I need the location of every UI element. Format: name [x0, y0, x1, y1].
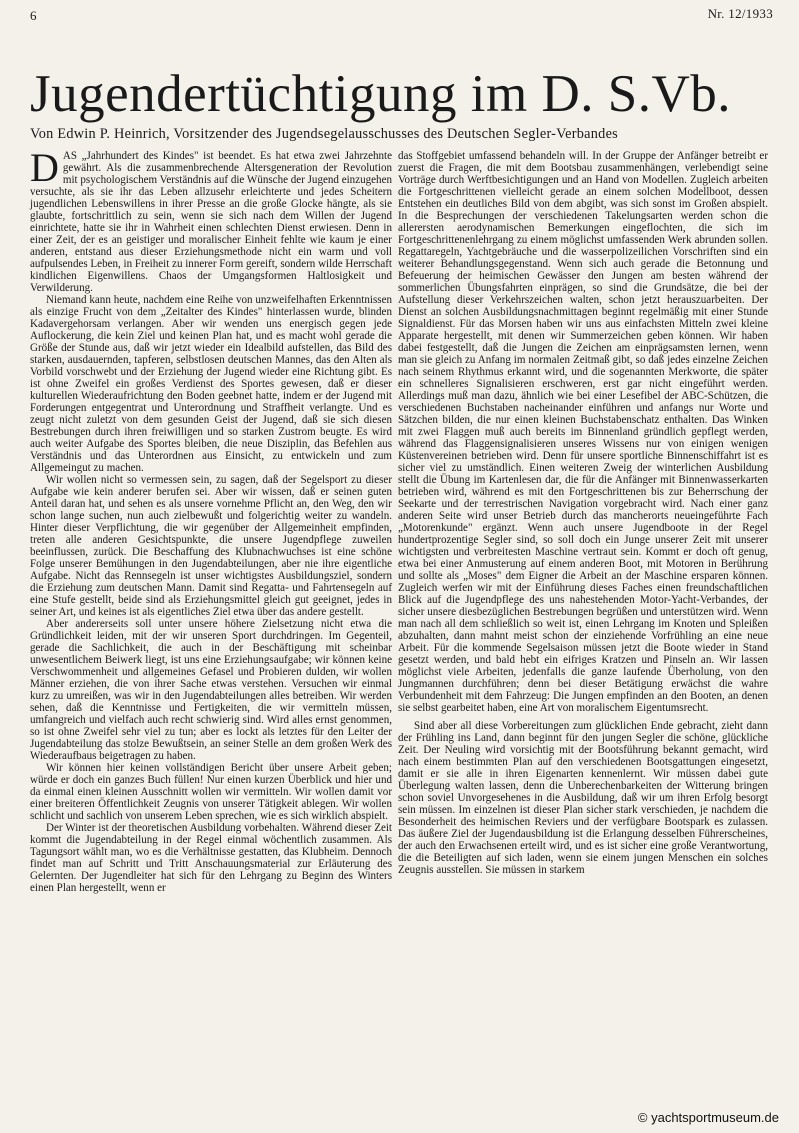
- paragraph: Wir wollen nicht so vermessen sein, zu sagen, daß der Segelsport zu dieser Aufgabe wie kein anderer berufen sei. Aber wir wissen, daß er seinen guten Anteil daran hat, und sehen es als unsere vornehme Pflicht an, den Weg, den wir schon lange suchen, nun auch zielbewußt und folgerichtig weiter zu wandeln. Hinter dieser Verpflichtung, die wir gegenüber der Allgemeinheit empfinden, treten alle anderen Gesichtspunkte, die unsere Jugendpflege zuweilen beeinflussen, zurück. Die Beschaffung des Klubnachwuchses ist eine schöne Folge unserer Bemühungen in den Jugendabteilungen, aber nie ihre eigentliche Aufgabe. Nicht das Rennsegeln ist unser wichtigstes Ausbildungsziel, sondern die Erziehung zum deutschen Mann. Damit sind Regatta- und Fahrtensegeln auf eine Stufe gestellt, beide sind als Erziehungsmittel gleich gut geeignet, jedes in seiner Art, und keines ist als eigentliches Ziel etwa über das andere gestellt.: [30, 474, 392, 618]
- watermark: © yachtsportmuseum.de: [637, 1110, 779, 1125]
- issue-number: Nr. 12/1933: [707, 6, 773, 21]
- paragraph: das Stoffgebiet umfassend behandeln will. In der Gruppe der Anfänger betreibt er zuerst die Fragen, die mit dem Bootsbau zusammenhängen, verlebendigt seine Vorträge durch Werftbesichtigungen und an Hand von Modellen. Zugleich arbeiten die Fortgeschrittenen vielleicht gerade an einem solchen Modellboot, dessen Entstehen ein deutliches Bild von dem abgibt, was sich sonst im Großen abspielt. In die Besprechungen der verschiedenen Takelungsarten werden schon die allerersten aerodynamischen Bemerkungen eingeflochten, die sich im Fortgeschrittenenlehrgang zu einem möglichst umfassenden Werk abrunden sollen. Regattaregeln, Yachtgebräuche und die wasserpolizeilichen Vorschriften sind ein weiterer Behandlungsgegenstand. Wenn sich auch gerade die Betonnung und Befeuerung der heimischen Gewässer den Jungen am besten während der sommerlichen Übungsfahrten einprägen, so sind die Grundsätze, die bei der Aufstellung dieser Verkehrszeichen walten, schon jetzt herauszuarbeiten. Der Dienst an solchen Ausbildungsnachmittagen beginnt regelmäßig mit einer Stunde Signaldienst. Für das Morsen haben wir uns aus einfachsten Mitteln zwei kleine Apparate hergestellt, mit denen wir Summerzeichen geben können. Wir haben dabei festgestellt, daß die Jungen die Zeichen am einprägsamsten lernen, wenn man sie gleich zu Anfang im normalen Zeitmaß gibt, so daß jedes einzelne Zeichen nach seinem Rhythmus erkannt wird, und die sogenannten Merkworte, die später ein schnelleres Signalisieren erschweren, erst gar nicht eingeführt werden. Allerdings muß man dazu, ähnlich wie bei einer Lesefibel der ABC-Schützen, die verschiedenen Buchstaben nacheinander einführen und anfangs nur Worte und Sätzchen bilden, die nur einen kleinen Buchstabenschatz enthalten. Das Winken mit zwei Flaggen muß auch bereits im Binnenland gründlich gepflegt werden, während das Flaggensignalisieren unseres Wissens nur von einigen wenigen Küstenvereinen betrieben wird. Denn für unsere sportliche Binnenschiffahrt ist es sicher viel zu umständlich. Einen weiteren Zweig der winterlichen Ausbildung stellt die Übung im Kartenlesen dar, die für die Anfänger mit Binnenwasserkarten betrieben wird, während es mit den Fortgeschrittenen bis zur Beherrschung der Seekarte und der terrestrischen Navigation vorgebracht wird. Nach einer ganz anderen Seite wird unser Betrieb durch das mancherorts neueingeführte Fach „Motorenkunde" ergänzt. Wenn auch unsere Jugendboote in der Regel hundertprozentige Segler sind, so soll doch ein Junge unserer Zeit mit unserer wichtigsten und verbreitesten Maschine vertraut sein. Kommt er doch oft genug, etwa bei einer Anmusterung auf einem anderen Boot, mit Motoren in Berührung und sollte als „Moses" dem Eigner die Arbeit an der Maschine ersparen können. Zugleich werfen wir mit der Einführung dieses Faches einen freundschaftlichen Blick auf die Jugendpflege des uns nahestehenden Motor-Yacht-Verbandes, der sicher unsere diesbezüglichen Bestrebungen begrüßen und unterstützen wird. Wenn man nach all dem schließlich so weit ist, einen Lehrgang im Knoten und Spleißen abzuhalten, dann mahnt meist schon der einziehende Vorfrühling an eine neue Arbeit. Für die kommende Segelsaison müssen jetzt die Boote wieder in Stand gesetzt werden, und bald hebt ein eifriges Kratzen und Pinseln an. Wir lassen möglichst viele Arbeiten, jedenfalls die ganze laufende Überholung, von den Jungmannen durchführen; denn bei dieser Betätigung erwächst die wahre Verbundenheit mit dem Fahrzeug: Die Jungen empfinden an den Booten, an denen sie selbst gearbeitet haben, eine Art von moralischem Eigentumsrecht.: [398, 150, 768, 714]
- right-column: [398, 150, 768, 876]
- paragraph: Der Winter ist der theoretischen Ausbildung vorbehalten. Während dieser Zeit kommt die Jugendabteilung in der Regel einmal wöchentlich zusammen. Als Tagungsort wählt man, wo es die Verhältnisse gestatten, das Klubheim. Dennoch findet man auf Schritt und Tritt Anschauungsmaterial zur Erläuterung des Gelernten. Der Jugendleiter hat sich für den Lehrgang zu Beginn des Winters einen Plan hergestellt, wenn er: [30, 822, 392, 894]
- paragraph: Niemand kann heute, nachdem eine Reihe von unzweifelhaften Erkenntnissen als einzige Frucht von dem „Zeitalter des Kindes" hinterlassen wurde, blinden Kadavergehorsam verlangen. Aber wir wenden uns energisch gegen jede Auflockerung, die kein Ziel und keinen Plan hat, und es macht wohl gerade die Größe der Stunde aus, daß wir jetzt wieder ein Idealbild aufstellen, das Bild des starken, ausdauernden, tapferen, selbstlosen deutschen Mannes, das den Alten als Vorbild vorschwebt und der Erziehung der Jugend wieder eine Richtung gibt. Es ist ohne Zweifel ein großes Verdienst des Sportes gewesen, daß er dieser kulturellen Wiederaufrichtung den Boden geebnet hatte, indem er der Jugend mit Forderungen entgegentrat und Unterordnung und Straffheit verlangte. Und es zeugt nicht zuletzt von dem gesunden Geist der Jugend, daß sie sich diesen Bestrebungen durch ihren freiwilligen und so starken Zustrom beugte. Es wird auch weiter Aufgabe des Sportes bleiben, die neue Disziplin, das Befehlen aus Verständnis und das Unterordnen aus Einsicht, zu entwickeln und zum Allgemeingut zu machen.: [30, 294, 392, 474]
- left-column: [30, 145, 392, 894]
- paragraph: Sind aber all diese Vorbereitungen zum glücklichen Ende gebracht, zieht dann der Frühling ins Land, dann beginnt für den jungen Segler die schöne, glückliche Zeit. Der Neuling wird vorsichtig mit der Bootsführung bekannt gemacht, wird nach einem bestimmten Plan auf den verschiedenen Bootsgattungen eingesetzt, damit er sie alle in ihren Eigenarten kennenlernt. Wir müssen dabei gute Überlegung walten lassen, denn die Unberechenbarkeiten der Witterung bringen schon soviel Unvorgesehenes in die Ausbildung, daß wir um ihren Erfolg besorgt sein müssen. Im einzelnen ist dieser Plan sicher stark verschieden, je nachdem die Besonderheit des heimischen Reviers und der verfügbare Bootspark es zulassen. Das äußere Ziel der Jugendausbildung ist die Erlangung desselben Führerscheines, der auch den Erwachsenen erteilt wird, und es ist sicher eine große Verantwortung, die die Beteiligten auf sich laden, wenn sie einem jungen Menschen ein solches Zeugnis ausstellen. Sie müssen in starkem: [398, 720, 768, 876]
- paragraph-text: AS „Jahrhundert des Kindes" ist beendet. Es hat etwa zwei Jahrzehnte gewährt. Als die zusammenbrechende Altersgeneration der Revolution mit psychologischem Verständnis auf die Wünsche der Jugend einzugehen versuchte, als sie ihr das Leben allzusehr erleichterte und jedes Scheitern jugendlichen Lebenswillens in ihrer Presse an die große Glocke hängte, als sie glaubte, fortschrittlich zu sein, wenn sie sich nach dem Willen der Jugend einrichtete, hatte sie ihr in Wahrheit einen schlechten Dienst erwiesen. Denn in einer Zeit, der es an geistiger und moralischer Einheit fehlte wie kaum je einer anderen, entstand aus dieser Erziehungsmethode nicht ein warm und voll aufpulsendes Leben, in Freiheit zu innerer Form gereift, sondern wilde Herrschaft kindlichen Eigenwillens. Chaos der Umgangsformen Haltlosigkeit und Verwilderung.: [30, 150, 392, 294]
- paragraph: Aber andererseits soll unter unsere höhere Zielsetzung nicht etwa die Gründlichkeit leiden, mit der wir unseren Sport durchdringen. Im Gegenteil, gerade die Sachlichkeit, die auch in der Beschäftigung mit scheinbar unwesentlichem Beiwerk liegt, ist uns eine Erziehungsaufgabe; wir können keine Verschwommenheit und allgemeines Gefasel und Probieren dulden, wir wollen Männer erziehen, die von ihrer Sache etwas verstehen. Versuchen wir einmal kurz zu umreißen, was wir in den Jugendabteilungen alles betreiben. Wir werden sehen, daß die Kenntnisse und Fertigkeiten, die wir vermitteln müssen, umfangreich und vielfach auch recht schwierig sind. Wird alles ernst genommen, so ist ohne Zweifel sehr viel zu tun; aber es lockt als letztes für den Leiter der Jugendabteilung das stolze Bewußtsein, an seiner Stelle an dem großen Werk des Wiederaufbaus beigetragen zu haben.: [30, 618, 392, 762]
- article-title: Jugendertüchtigung im D. S.Vb.: [30, 65, 731, 123]
- page-number: 6: [30, 8, 37, 23]
- article-byline: Von Edwin P. Heinrich, Vorsitzender des Jugendsegelausschusses des Deutschen Segler-Verbandes: [30, 126, 618, 142]
- paragraph: [30, 145, 392, 294]
- drop-cap: D: [30, 145, 59, 190]
- paragraph: Wir können hier keinen vollständigen Bericht über unsere Arbeit geben; würde er doch ein ganzes Buch füllen! Nur einen kurzen Überblick und hier und da einmal einen kleinen Ausschnitt wollen wir vermitteln. Wir wollen damit vor einer breiteren Öffentlichkeit Zeugnis von unserer Tätigkeit ablegen. Wir wollen schlicht und sachlich von unserem Leben sprechen, wie es sich wirklich abspielt.: [30, 762, 392, 822]
